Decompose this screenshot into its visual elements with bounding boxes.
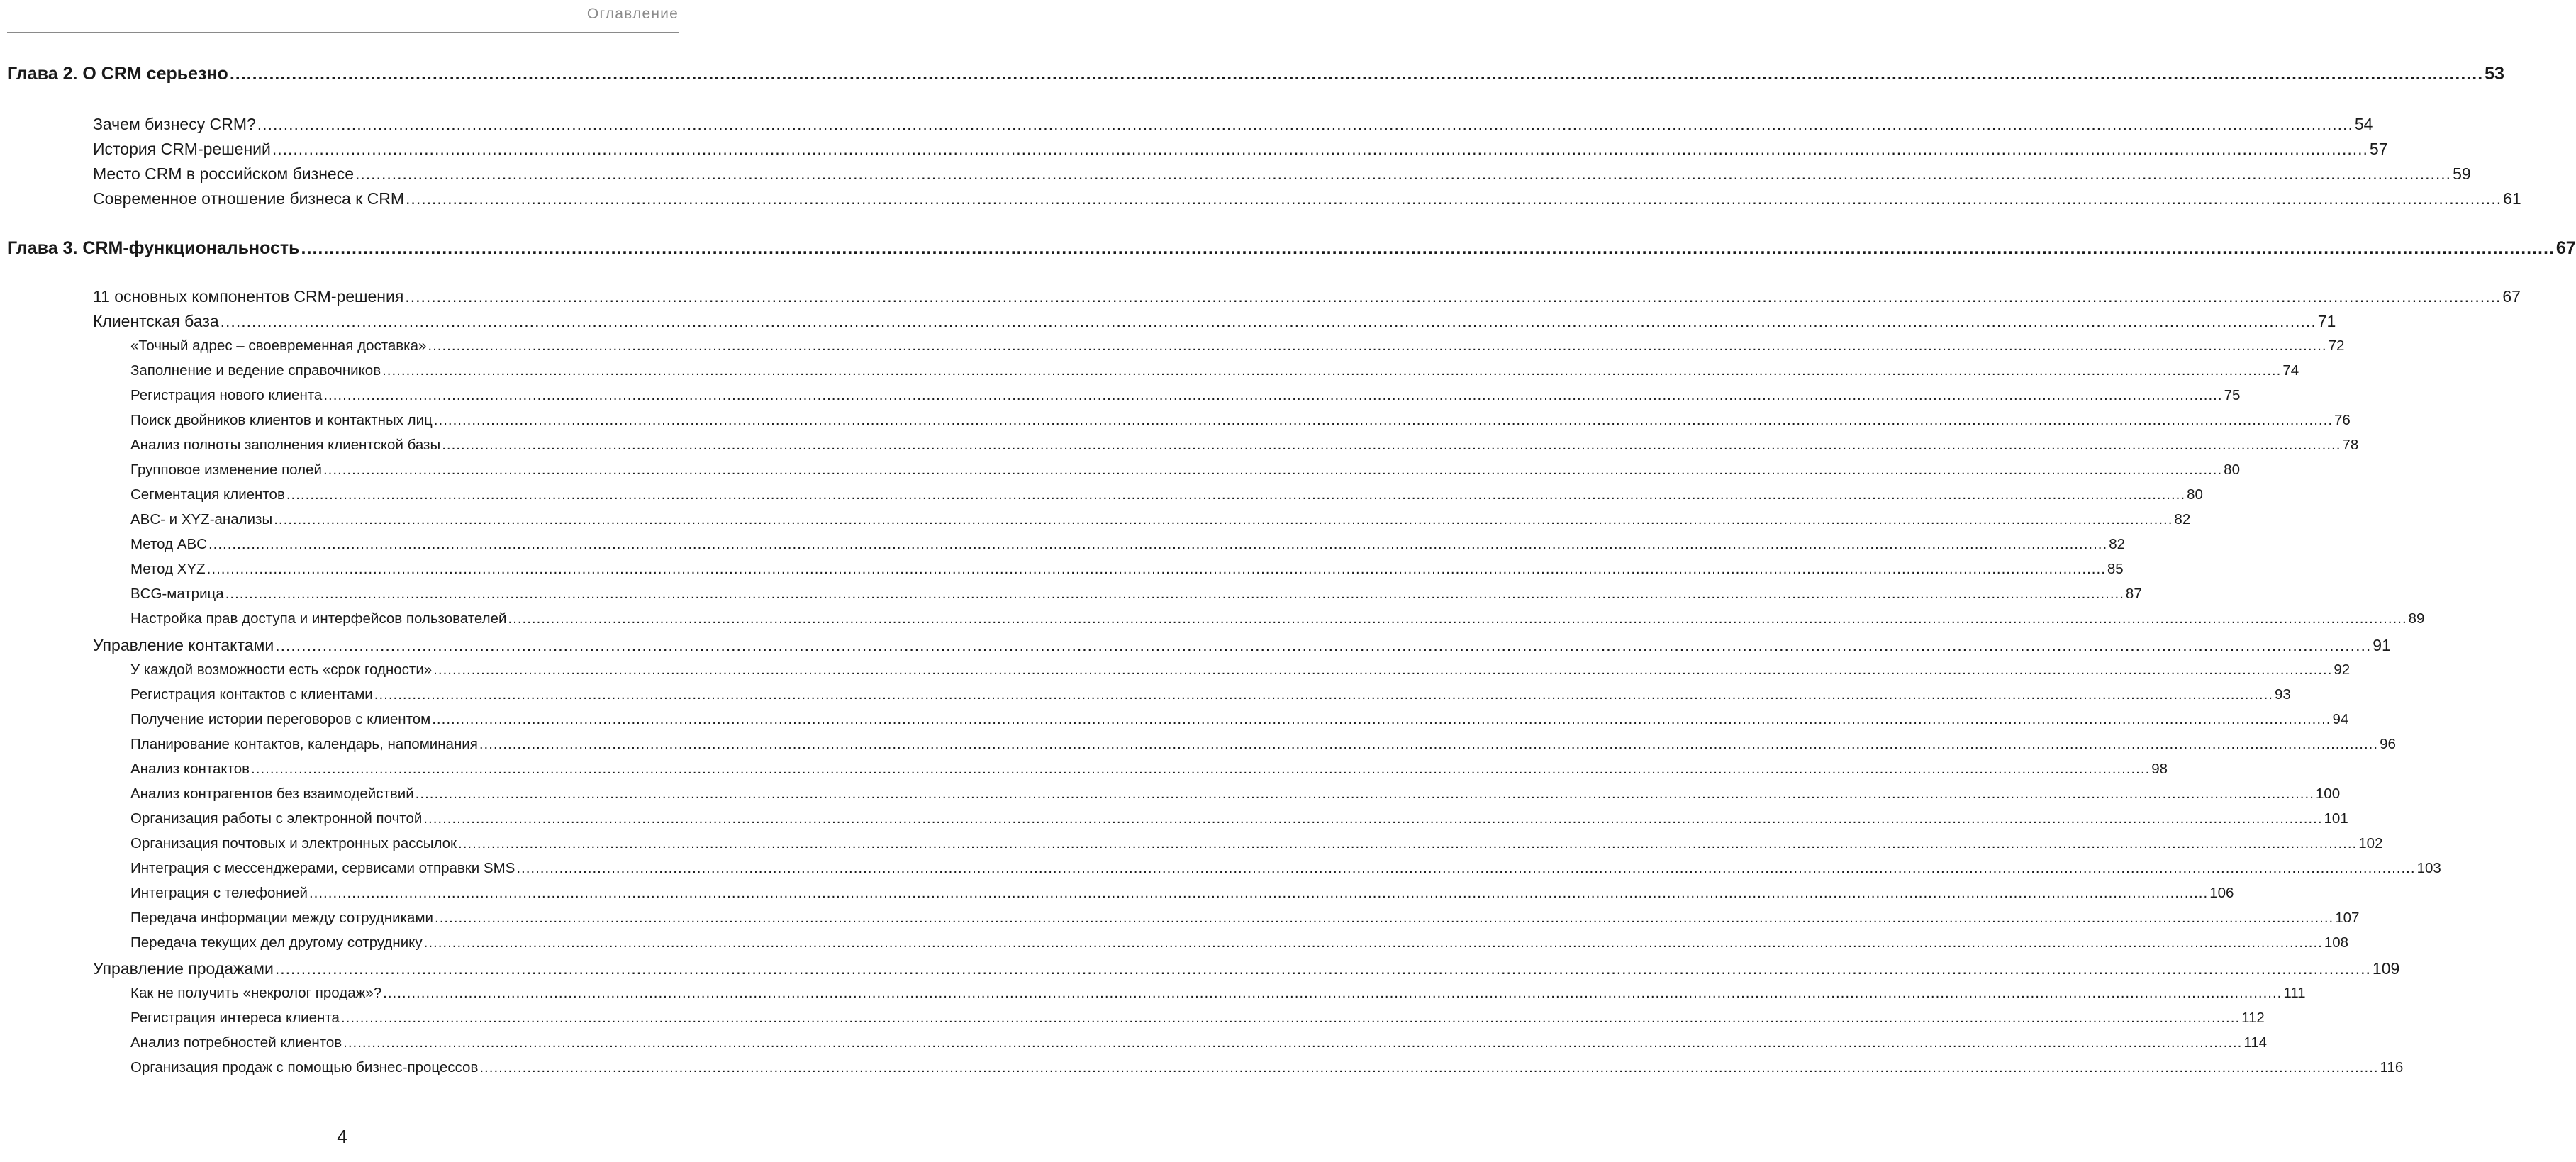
toc-entry-title: Регистрация контактов с клиентами bbox=[130, 686, 373, 703]
toc-entry-title: Настройка прав доступа и интерфейсов пользователей bbox=[130, 610, 507, 627]
toc-subsection[interactable] bbox=[130, 1059, 2404, 1076]
toc-entry-title: Метод XYZ bbox=[130, 561, 206, 577]
toc-dot-leader: ................................................................................................................................................................................................................................................................................................................................................................................................................ bbox=[206, 561, 2106, 577]
toc-entry-page: 53 bbox=[2485, 64, 2504, 84]
toc-dot-leader: ................................................................................................................................................................................................................................................................................................................................................................................................................ bbox=[286, 486, 2186, 503]
toc-entry-title: Организация продаж с помощью бизнес-процессов bbox=[130, 1059, 479, 1076]
toc-dot-leader: ................................................................................................................................................................................................................................................................................................................................................................................................................ bbox=[383, 985, 2282, 1001]
toc-entry-page: 107 bbox=[2335, 910, 2360, 926]
toc-entry-page: 108 bbox=[2324, 934, 2349, 951]
toc-entry-title: Как не получить «некролог продаж»? bbox=[130, 985, 382, 1001]
toc-entry-title: ABC- и XYZ-анализы bbox=[130, 511, 273, 527]
toc-dot-leader: ................................................................................................................................................................................................................................................................................................................................................................................................................ bbox=[225, 586, 2124, 602]
toc-subsection[interactable] bbox=[130, 586, 2142, 603]
header-title: Оглавление bbox=[586, 6, 679, 22]
toc-entry-page: 116 bbox=[2380, 1059, 2404, 1076]
toc-entry-page: 54 bbox=[2354, 115, 2373, 133]
toc-dot-leader: ................................................................................................................................................................................................................................................................................................................................................................................................................ bbox=[374, 686, 2273, 703]
toc-subsection[interactable] bbox=[130, 985, 2306, 1002]
toc-entry-page: 106 bbox=[2209, 885, 2234, 901]
toc-section[interactable] bbox=[93, 115, 2373, 134]
toc-entry-title: Метод ABC bbox=[130, 536, 207, 552]
toc-entry-page: 109 bbox=[2372, 959, 2400, 978]
toc-entry-page: 89 bbox=[2408, 610, 2425, 627]
toc-entry-title: Место CRM в российском бизнесе bbox=[93, 164, 354, 183]
toc-entry-page: 67 bbox=[2502, 287, 2521, 306]
toc-subsection[interactable] bbox=[130, 736, 2396, 753]
toc-subsection[interactable] bbox=[130, 1034, 2268, 1051]
toc-entry-page: 78 bbox=[2342, 437, 2359, 453]
toc-entry-title: Анализ потребностей клиентов bbox=[130, 1034, 342, 1051]
toc-subsection[interactable] bbox=[130, 561, 2124, 578]
toc-entry-page: 82 bbox=[2109, 536, 2125, 552]
toc-entry-title: Организация почтовых и электронных рассылок bbox=[130, 835, 457, 851]
toc-entry-title: Современное отношение бизнеса к CRM bbox=[93, 189, 405, 208]
toc-subsection[interactable] bbox=[130, 761, 2168, 778]
toc-entry-title: Получение истории переговоров с клиентом bbox=[130, 711, 431, 727]
toc-dot-leader: ................................................................................................................................................................................................................................................................................................................................................................................................................ bbox=[274, 511, 2173, 527]
toc-dot-leader: ................................................................................................................................................................................................................................................................................................................................................................................................................ bbox=[508, 610, 2407, 627]
toc-entry-page: 112 bbox=[2241, 1010, 2265, 1026]
toc-dot-leader: ................................................................................................................................................................................................................................................................................................................................................................................................................ bbox=[442, 437, 2341, 453]
toc-entry-title: Зачем бизнесу CRM? bbox=[93, 115, 256, 133]
toc-entry-page: 100 bbox=[2315, 786, 2341, 802]
toc-entry-title: Глава 3. CRM-функциональность bbox=[7, 238, 300, 258]
toc-chapter[interactable] bbox=[7, 64, 2504, 84]
toc-section[interactable] bbox=[93, 312, 2336, 331]
toc-subsection[interactable] bbox=[130, 934, 2349, 951]
toc-subsection[interactable] bbox=[130, 711, 2349, 728]
toc-section[interactable] bbox=[93, 189, 2521, 208]
toc-dot-leader: ................................................................................................................................................................................................................................................................................................................................................................................................................ bbox=[479, 1059, 2379, 1076]
toc-dot-leader: ................................................................................................................................................................................................................................................................................................................................................................................................................ bbox=[251, 761, 2151, 777]
toc-entry-title: Анализ контактов bbox=[130, 761, 250, 777]
toc-subsection[interactable] bbox=[130, 511, 2191, 528]
toc-entry-title: Регистрация нового клиента bbox=[130, 387, 323, 403]
toc-dot-leader: ................................................................................................................................................................................................................................................................................................................................................................................................................ bbox=[432, 711, 2331, 727]
toc-subsection[interactable] bbox=[130, 412, 2351, 429]
toc-dot-leader: ................................................................................................................................................................................................................................................................................................................................................................................................................ bbox=[458, 835, 2358, 851]
toc-entry-title: Анализ контрагентов без взаимодействий bbox=[130, 786, 414, 802]
toc-dot-leader: ................................................................................................................................................................................................................................................................................................................................................................................................................ bbox=[208, 536, 2108, 552]
toc-subsection[interactable] bbox=[130, 486, 2203, 503]
toc-dot-leader: ................................................................................................................................................................................................................................................................................................................................................................................................................ bbox=[428, 337, 2327, 354]
toc-dot-leader: ................................................................................................................................................................................................................................................................................................................................................................................................................ bbox=[479, 736, 2379, 752]
toc-entry-title: Управление продажами bbox=[93, 959, 274, 978]
toc-entry-title: У каждой возможности есть «срок годности» bbox=[130, 661, 433, 678]
toc-entry-title: BCG-матрица bbox=[130, 586, 224, 602]
toc-entry-title: Передача информации между сотрудниками bbox=[130, 910, 433, 926]
toc-dot-leader: ................................................................................................................................................................................................................................................................................................................................................................................................................ bbox=[308, 885, 2209, 901]
toc-dot-leader: ................................................................................................................................................................................................................................................................................................................................................................................................................ bbox=[423, 810, 2323, 827]
toc-entry-page: 87 bbox=[2125, 586, 2142, 602]
toc-subsection[interactable] bbox=[130, 437, 2359, 454]
page-number: 4 bbox=[337, 1126, 347, 1147]
toc-entry-page: 75 bbox=[2224, 387, 2241, 403]
toc-subsection[interactable] bbox=[130, 860, 2441, 877]
toc-entry-page: 82 bbox=[2174, 511, 2191, 527]
toc-dot-leader: ................................................................................................................................................................................................................................................................................................................................................................................................................ bbox=[433, 661, 2333, 678]
toc-entry-title: Передача текущих дел другому сотруднику bbox=[130, 934, 423, 951]
toc-subsection[interactable] bbox=[130, 835, 2383, 852]
toc-entry-page: 91 bbox=[2373, 636, 2391, 654]
toc-dot-leader: ................................................................................................................................................................................................................................................................................................................................................................................................................ bbox=[405, 287, 2502, 306]
toc-entry-page: 114 bbox=[2243, 1034, 2268, 1051]
toc-dot-leader: ................................................................................................................................................................................................................................................................................................................................................................................................................ bbox=[423, 934, 2323, 951]
toc-entry-page: 57 bbox=[2369, 140, 2388, 158]
toc-subsection[interactable] bbox=[130, 1010, 2265, 1027]
toc-dot-leader: ................................................................................................................................................................................................................................................................................................................................................................................................................ bbox=[229, 64, 2484, 84]
toc-entry-page: 102 bbox=[2358, 835, 2383, 851]
toc-dot-leader: ................................................................................................................................................................................................................................................................................................................................................................................................................ bbox=[415, 786, 2314, 802]
toc-entry-page: 74 bbox=[2282, 362, 2299, 379]
toc-dot-leader: ................................................................................................................................................................................................................................................................................................................................................................................................................ bbox=[272, 140, 2368, 158]
toc-dot-leader: ................................................................................................................................................................................................................................................................................................................................................................................................................ bbox=[343, 1034, 2243, 1051]
toc-dot-leader: ................................................................................................................................................................................................................................................................................................................................................................................................................ bbox=[275, 636, 2372, 654]
toc-dot-leader: ................................................................................................................................................................................................................................................................................................................................................................................................................ bbox=[323, 387, 2223, 403]
toc-entry-page: 101 bbox=[2324, 810, 2348, 827]
toc-chapter[interactable] bbox=[7, 238, 2576, 259]
toc-dot-leader: ................................................................................................................................................................................................................................................................................................................................................................................................................ bbox=[323, 462, 2223, 478]
toc-entry-title: Планирование контактов, календарь, напоминания bbox=[130, 736, 478, 752]
toc-subsection[interactable] bbox=[130, 686, 2291, 703]
toc-entry-title: «Точный адрес – своевременная доставка» bbox=[130, 337, 427, 354]
toc-entry-page: 80 bbox=[2187, 486, 2203, 503]
toc-entry-title: Интеграция с мессенджерами, сервисами отправки SMS bbox=[130, 860, 515, 876]
toc-entry-title: Поиск двойников клиентов и контактных лиц bbox=[130, 412, 433, 428]
toc-dot-leader: ................................................................................................................................................................................................................................................................................................................................................................................................................ bbox=[435, 910, 2334, 926]
toc-subsection[interactable] bbox=[130, 536, 2125, 553]
toc-section[interactable] bbox=[93, 287, 2521, 306]
toc-entry-title: Интеграция с телефонией bbox=[130, 885, 308, 901]
toc-entry-title: Глава 2. О CRM серьезно bbox=[7, 64, 228, 84]
toc-dot-leader: ................................................................................................................................................................................................................................................................................................................................................................................................................ bbox=[257, 115, 2353, 133]
toc-entry-page: 85 bbox=[2107, 561, 2124, 577]
toc-entry-page: 94 bbox=[2332, 711, 2349, 727]
toc-subsection[interactable] bbox=[130, 810, 2348, 827]
toc-dot-leader: ................................................................................................................................................................................................................................................................................................................................................................................................................ bbox=[433, 412, 2334, 428]
toc-entry-title: Организация работы с электронной почтой bbox=[130, 810, 423, 827]
toc-subsection[interactable] bbox=[130, 337, 2345, 354]
toc-entry-page: 98 bbox=[2151, 761, 2168, 777]
toc-entry-page: 59 bbox=[2453, 164, 2471, 183]
toc-subsection[interactable] bbox=[130, 387, 2241, 404]
toc-subsection[interactable] bbox=[130, 362, 2299, 379]
toc-entry-page: 76 bbox=[2334, 412, 2351, 428]
toc-dot-leader: ................................................................................................................................................................................................................................................................................................................................................................................................................ bbox=[274, 959, 2371, 978]
toc-entry-page: 92 bbox=[2334, 661, 2351, 678]
toc-section[interactable] bbox=[93, 636, 2391, 655]
toc-entry-page: 111 bbox=[2283, 985, 2306, 1001]
toc-section[interactable] bbox=[93, 164, 2471, 184]
toc-subsection[interactable] bbox=[130, 462, 2240, 479]
toc-entry-page: 67 bbox=[2555, 238, 2576, 258]
toc-section[interactable] bbox=[93, 140, 2388, 159]
toc-entry-page: 72 bbox=[2328, 337, 2345, 354]
toc-entry-title: Анализ полноты заполнения клиентской базы bbox=[130, 437, 441, 453]
toc-subsection[interactable] bbox=[130, 610, 2425, 627]
toc-entry-page: 71 bbox=[2317, 312, 2336, 330]
toc-entry-title: Клиентская база bbox=[93, 312, 219, 330]
toc-entry-title: 11 основных компонентов CRM-решения bbox=[93, 287, 404, 306]
toc-entry-title: Регистрация интереса клиента bbox=[130, 1010, 340, 1026]
toc-subsection[interactable] bbox=[130, 786, 2341, 803]
toc-dot-leader: ................................................................................................................................................................................................................................................................................................................................................................................................................ bbox=[382, 362, 2282, 379]
toc-entry-title: Групповое изменение полей bbox=[130, 462, 322, 478]
toc-dot-leader: ................................................................................................................................................................................................................................................................................................................................................................................................................ bbox=[355, 164, 2452, 183]
toc-dot-leader: ................................................................................................................................................................................................................................................................................................................................................................................................................ bbox=[340, 1010, 2241, 1026]
toc-entry-title: История CRM-решений bbox=[93, 140, 271, 158]
toc-entry-page: 80 bbox=[2224, 462, 2240, 478]
toc-subsection[interactable] bbox=[130, 885, 2234, 902]
toc-entry-title: Сегментация клиентов bbox=[130, 486, 285, 503]
toc-entry-title: Заполнение и ведение справочников bbox=[130, 362, 381, 379]
toc-dot-leader: ................................................................................................................................................................................................................................................................................................................................................................................................................ bbox=[220, 312, 2316, 330]
toc-subsection[interactable] bbox=[130, 661, 2351, 678]
toc-dot-leader: ................................................................................................................................................................................................................................................................................................................................................................................................................ bbox=[406, 189, 2502, 208]
toc-section[interactable] bbox=[93, 959, 2400, 978]
toc-dot-leader: ................................................................................................................................................................................................................................................................................................................................................................................................................ bbox=[301, 238, 2555, 258]
toc-entry-page: 61 bbox=[2503, 189, 2521, 208]
toc-entry-title: Управление контактами bbox=[93, 636, 274, 654]
toc-entry-page: 103 bbox=[2416, 860, 2441, 876]
toc-dot-leader: ................................................................................................................................................................................................................................................................................................................................................................................................................ bbox=[516, 860, 2416, 876]
toc-subsection[interactable] bbox=[130, 910, 2360, 927]
toc-entry-page: 93 bbox=[2274, 686, 2291, 703]
toc-entry-page: 96 bbox=[2380, 736, 2396, 752]
